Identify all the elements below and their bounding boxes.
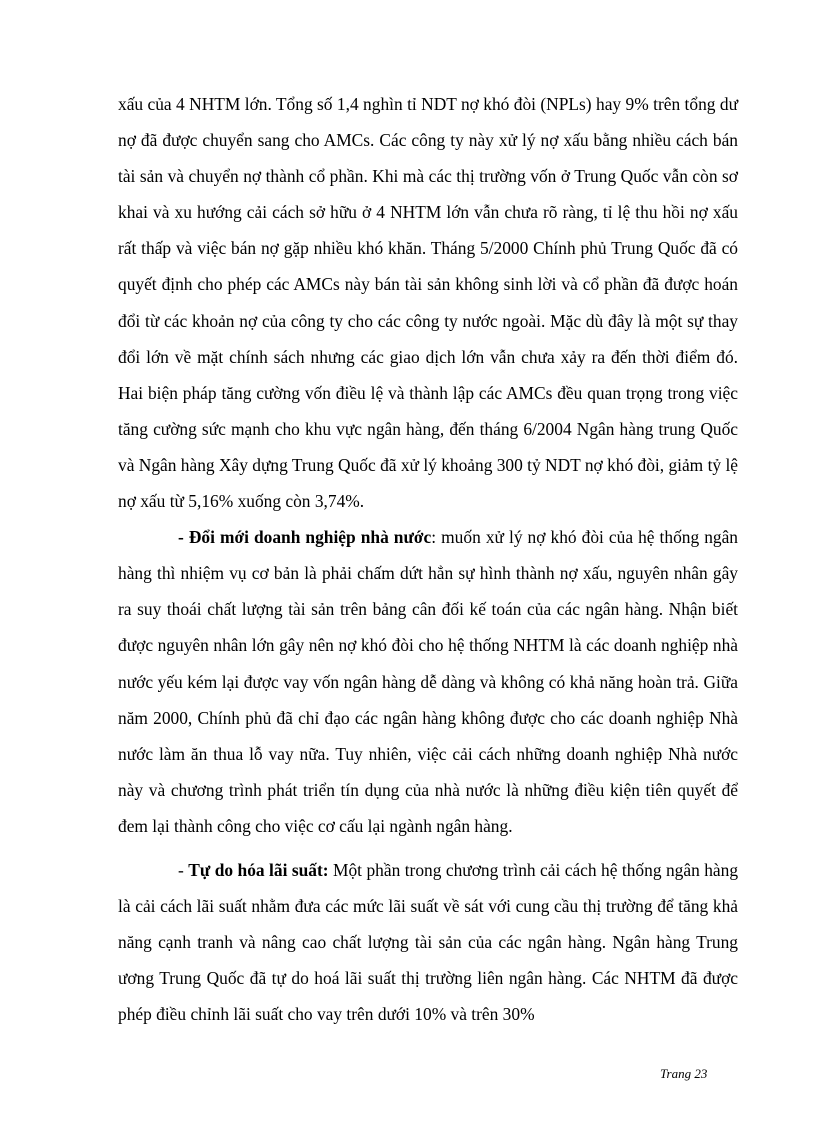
paragraph-npl-transfer xyxy=(118,86,738,519)
heading-dash: - xyxy=(178,859,189,880)
section-heading-soe-reform: - Đổi mới doanh nghiệp nhà nước xyxy=(178,527,432,548)
paragraph-interest-liberalization xyxy=(118,852,738,1032)
paragraph-soe-reform xyxy=(118,519,738,844)
paragraph-text: : muốn xử lý nợ khó đòi của hệ thống ngân hàng thì nhiệm vụ cơ bản là phải chấm dứt hẳn sự hình thành nợ xấu, nguyên nhân gây ra suy thoái chất lượng tài sản trên bảng cân đối kế toán của các ngân hàng. Nhận biết được nguyên nhân lớn gây nên nợ khó đòi cho hệ thống NHTM là các doanh nghiệp nhà nước yếu kém lại được vay vốn ngân hàng dễ dàng và không có khả năng hoàn trả. Giữa năm 2000, Chính phủ đã chỉ đạo các ngân hàng không được cho các doanh nghiệp Nhà nước làm ăn thua lỗ vay nữa. Tuy nhiên, việc cải cách những doanh nghiệp Nhà nước này và chương trình phát triển tín dụng của nhà nước là những điều kiện tiên quyết để đem lại thành công cho việc cơ cấu lại ngành ngân hàng. xyxy=(118,527,739,836)
paragraph-text: Một phần trong chương trình cải cách hệ thống ngân hàng là cải cách lãi suất nhằm đưa các mức lãi suất về sát với cung cầu thị trường để tăng khả năng cạnh tranh và nâng cao chất lượng tài sản của các ngân hàng. Ngân hàng Trung ương Trung Quốc đã tự do hoá lãi suất thị trường liên ngân hàng. Các NHTM đã được phép điều chỉnh lãi suất cho vay trên dưới 10% và trên 30% xyxy=(118,859,739,1025)
document-page xyxy=(118,86,738,1032)
page-number: Trang 23 xyxy=(660,1066,708,1081)
paragraph-text: xấu của 4 NHTM lớn. Tổng số 1,4 nghìn tỉ NDT nợ khó đòi (NPLs) hay 9% trên tổng dư nợ đã được chuyển sang cho AMCs. Các công ty này xử lý nợ xấu bằng nhiều cách bán tài sản và chuyển nợ thành cổ phần. Khi mà các thị trường vốn ở Trung Quốc vẫn còn sơ khai và xu hướng cải cách sở hữu ở 4 NHTM lớn vẫn chưa rõ ràng, tỉ lệ thu hồi nợ xấu rất thấp và việc bán nợ gặp nhiều khó khăn. Tháng 5/2000 Chính phủ Trung Quốc đã có quyết định cho phép các AMCs này bán tài sản không sinh lời và cổ phần đã được hoán đổi từ các khoản nợ của công ty cho các công ty nước ngoài. Mặc dù đây là một sự thay đổi lớn về mặt chính sách nhưng các giao dịch lớn vẫn chưa xảy ra đến thời điểm đó. Hai biện pháp tăng cường vốn điều lệ và thành lập các AMCs đều quan trọng trong việc tăng cường sức mạnh cho khu vực ngân hàng, đến tháng 6/2004 Ngân hàng trung Quốc và Ngân hàng Xây dựng Trung Quốc đã xử lý khoảng 300 tỷ NDT nợ khó đòi, giảm tỷ lệ nợ xấu từ 5,16% xuống còn 3,74%. xyxy=(118,94,738,512)
section-heading-interest-liberalization: Tự do hóa lãi suất: xyxy=(188,859,329,880)
